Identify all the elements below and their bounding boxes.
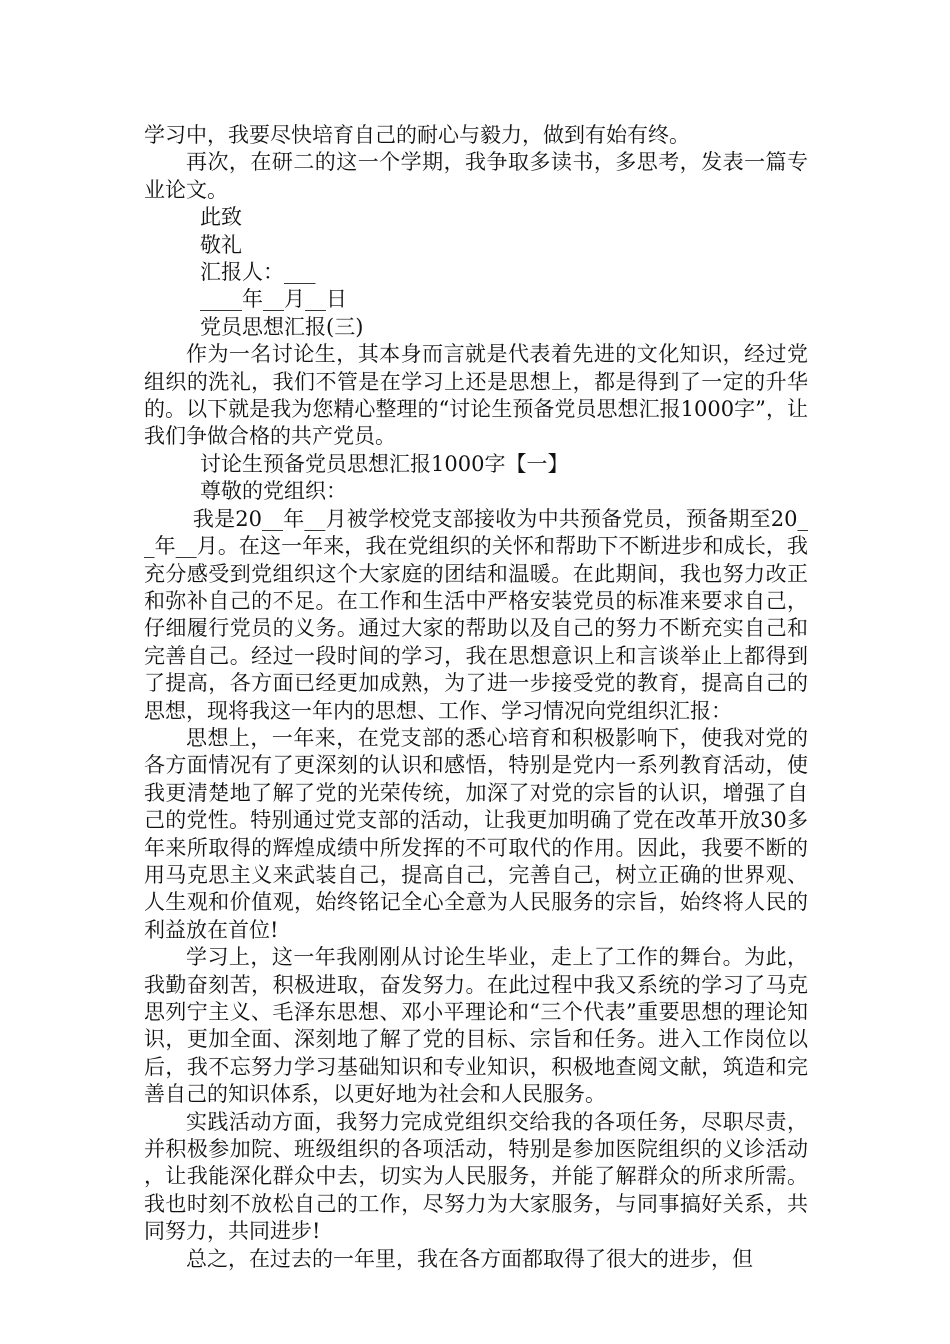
paragraph-membership: 我是20__年__月被学校党支部接收为中共预备党员，预备期至20__年__月。在这一年来，我在党组织的关怀和帮助下不断进步和成长，我充分感受到党组织这个大家庭的团结和温暖。在此期间，我也努力改正和弥补自己的不足。在工作和生活中严格安装党员的标准来要求自己，仔细履行党员的义务。通过大家的帮助以及自己的努力不断充实自己和完善自己。经过一段时间的学习，我在思想意识上和言谈举止上都得到了提高，各方面已经更加成熟，为了进一步接受党的教育，提高自己的思想，现将我这一年内的思想、工作、学习情况向党组织汇报： <box>144 506 808 723</box>
paragraph-practice: 实践活动方面，我努力完成党组织交给我的各项任务，尽职尽责，并积极参加院、班级组织的各项活动，特别是参加医院组织的义诊活动，让我能深化群众中去，切实为人民服务，并能了解群众的所求所需。我也时刻不放松自己的工作，尽努力为大家服务，与同事搞好关系，共同努力，共同进步! <box>144 1109 808 1244</box>
paragraph-intro: 作为一名讨论生，其本身而言就是代表着先进的文化知识，经过党组织的洗礼，我们不管是在学习上还是思想上，都是得到了一定的升华的。以下就是我为您精心整理的“讨论生预备党员思想汇报1000字”，让我们争做合格的共产党员。 <box>144 342 808 449</box>
document-page <box>144 122 808 1273</box>
closing-cizhi: 此致 <box>200 205 242 230</box>
paragraph-summary: 总之，在过去的一年里，我在各方面都取得了很大的进步，但 <box>186 1246 753 1271</box>
section-title: 党员思想汇报(三) <box>200 314 364 339</box>
paragraph-continuation: 学习中，我要尽快培育自己的耐心与毅力，做到有始有终。 <box>144 123 690 147</box>
salutation: 尊敬的党组织： <box>200 479 347 504</box>
paragraph-study: 学习上，这一年我刚刚从讨论生毕业，走上了工作的舞台。为此，我勤奋刻苦，积极进取，奋发努力。在此过程中我又系统的学习了马克思列宁主义、毛泽东思想、邓小平理论和“三个代表”重要思想的理论知识，更加全面、深刻地了解了党的目标、宗旨和任务。进入工作岗位以后，我不忘努力学习基础知识和专业知识，积极地查阅文献，筑造和完善自己的知识体系，以更好地为社会和人民服务。 <box>144 945 808 1107</box>
paragraph-zaici: 再次，在研二的这一个学期，我争取多读书，多思考，发表一篇专业论文。 <box>144 150 808 202</box>
report-subtitle: 讨论生预备党员思想汇报1000字【一】 <box>200 451 569 476</box>
paragraph-thought: 思想上，一年来，在党支部的悉心培育和积极影响下，使我对党的各方面情况有了更深刻的认识和感悟，特别是党内一系列教育活动，使我更清楚地了解了党的光荣传统，加深了对党的宗旨的认识，增强了自己的党性。特别通过党支部的活动，让我更加明确了党在改革开放30多年来所取得的辉煌成绩中所发挥的不可取代的作用。因此，我要不断的用马克思主义来武装自己，提高自己，完善自己，树立正确的世界观、人生观和价值观，始终铭记全心全意为人民服务的宗旨，始终将人民的利益放在首位! <box>144 725 808 942</box>
closing-jingli: 敬礼 <box>200 232 242 257</box>
reporter-line: 汇报人：___ <box>200 260 316 285</box>
date-line: ____年__月__日 <box>200 287 347 312</box>
